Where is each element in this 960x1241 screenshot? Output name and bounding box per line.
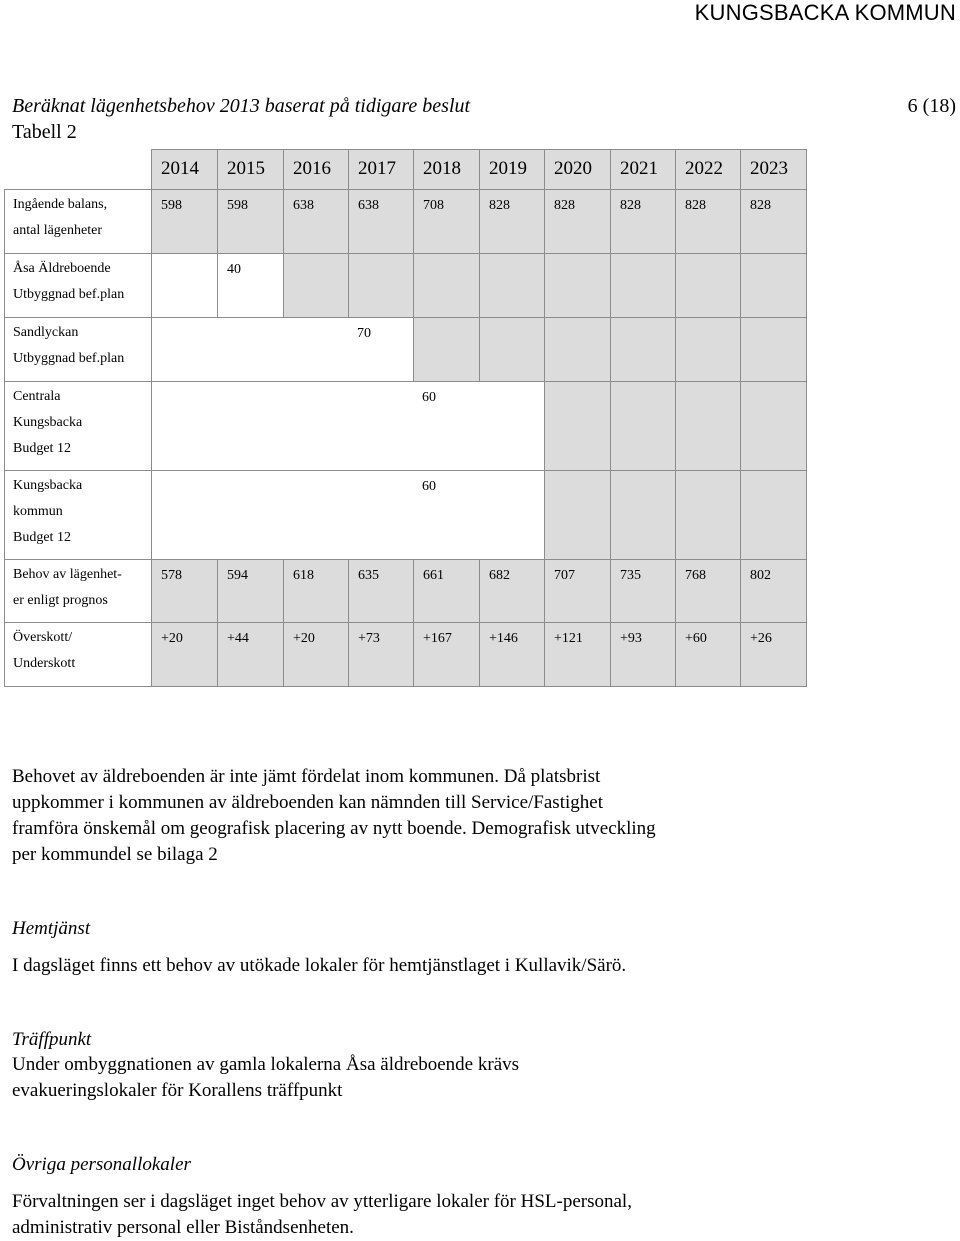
- table-cell: 828: [741, 190, 807, 254]
- year-header: 2018: [414, 150, 480, 190]
- table-row-sandlyckan: [5, 318, 807, 382]
- row-label: Kungsbacka kommun Budget 12: [5, 471, 152, 560]
- table-cell: +20: [284, 623, 349, 687]
- table-cell: [414, 318, 480, 382]
- year-header: 2020: [545, 150, 611, 190]
- traffpunkt-heading: Träffpunkt: [12, 1029, 92, 1050]
- table-row-asa: [5, 254, 807, 318]
- table-cell: +20: [152, 623, 218, 687]
- table-cell: 598: [218, 190, 284, 254]
- row-label: Centrala Kungsbacka Budget 12: [5, 382, 152, 471]
- table-cell: [676, 318, 741, 382]
- year-header: 2022: [676, 150, 741, 190]
- row-label: Sandlyckan Utbyggnad bef.plan: [5, 318, 152, 382]
- empty-header-cell: [5, 150, 152, 190]
- table-cell: [545, 471, 611, 560]
- year-header: 2023: [741, 150, 807, 190]
- table-cell: [741, 382, 807, 471]
- table-label: Tabell 2: [12, 121, 77, 143]
- table-cell: [152, 382, 545, 471]
- distribution-paragraph: Behovet av äldreboenden är inte jämt fördelat inom kommunen. Då platsbrist uppkommer i kommunen av äldreboenden kan nämnden till Service/Fastighet framföra önskemål om geografisk placering av nytt boende. Demografisk utveckling per kommundel se bilaga 2: [12, 766, 656, 865]
- table-cell: [676, 382, 741, 471]
- table-cell: 661: [414, 560, 480, 623]
- table-row-ingaende: [5, 190, 807, 254]
- table-cell: 638: [349, 190, 414, 254]
- table-row-centrala: [5, 382, 807, 471]
- table-cell: 707: [545, 560, 611, 623]
- table-cell: [676, 471, 741, 560]
- ovriga-heading: Övriga personallokaler: [12, 1154, 191, 1175]
- table-cell: [152, 471, 545, 560]
- table-cell: [284, 254, 349, 318]
- housing-need-table: [4, 149, 807, 687]
- table-cell: 735: [611, 560, 676, 623]
- table-cell: 768: [676, 560, 741, 623]
- table-row-overskott: [5, 623, 807, 687]
- document-title: Beräknat lägenhetsbehov 2013 baserat på tidigare beslut: [12, 95, 471, 117]
- year-header: 2021: [611, 150, 676, 190]
- table-cell: 828: [611, 190, 676, 254]
- table-cell: 828: [545, 190, 611, 254]
- ovriga-text: Förvaltningen ser i dagsläget inget behov av ytterligare lokaler för HSL-personal, administrativ personal eller Biståndsenheten.: [12, 1191, 632, 1238]
- page-number: 6 (18): [907, 95, 956, 117]
- table-cell: [152, 254, 218, 318]
- table-cell: [676, 254, 741, 318]
- centrala-value: 60: [422, 390, 436, 405]
- table-cell: 828: [676, 190, 741, 254]
- table-cell: [480, 254, 545, 318]
- table-cell: 682: [480, 560, 545, 623]
- table-cell: 708: [414, 190, 480, 254]
- table-cell: +73: [349, 623, 414, 687]
- table-cell: [545, 318, 611, 382]
- table-cell: +44: [218, 623, 284, 687]
- hemtjanst-text: I dagsläget finns ett behov av utökade lokaler för hemtjänstlaget i Kullavik/Särö.: [12, 955, 627, 976]
- table-cell: 598: [152, 190, 218, 254]
- row-label: Behov av lägenhet- er enligt prognos: [5, 560, 152, 623]
- table-cell: [611, 471, 676, 560]
- table-cell: 594: [218, 560, 284, 623]
- table-cell: [480, 318, 545, 382]
- table-cell: 638: [284, 190, 349, 254]
- traffpunkt-text: Under ombyggnationen av gamla lokalerna Åsa äldreboende krävs evakueringslokaler för Korallens träffpunkt: [12, 1054, 520, 1101]
- table-row-behov: [5, 560, 807, 623]
- table-cell: 618: [284, 560, 349, 623]
- table-cell: [152, 318, 414, 382]
- kommun-value: 60: [422, 479, 436, 494]
- organization-header: KUNGSBACKA KOMMUN: [694, 0, 956, 25]
- table-cell: [741, 318, 807, 382]
- table-cell: +93: [611, 623, 676, 687]
- table-cell: +26: [741, 623, 807, 687]
- table-cell: [611, 382, 676, 471]
- hemtjanst-heading: Hemtjänst: [12, 918, 91, 939]
- table-cell: [611, 254, 676, 318]
- table-cell: +60: [676, 623, 741, 687]
- row-label: Åsa Äldreboende Utbyggnad bef.plan: [5, 254, 152, 318]
- table-cell: +121: [545, 623, 611, 687]
- year-header: 2019: [480, 150, 545, 190]
- table-cell: +146: [480, 623, 545, 687]
- table-cell: [741, 471, 807, 560]
- row-label: Överskott/ Underskott: [5, 623, 152, 687]
- sandlyckan-value: 70: [357, 326, 371, 341]
- table-cell: 635: [349, 560, 414, 623]
- year-header: 2015: [218, 150, 284, 190]
- table-cell: [414, 254, 480, 318]
- table-row-kommun: [5, 471, 807, 560]
- table-cell: [545, 382, 611, 471]
- year-header-row: [5, 150, 807, 190]
- table-cell: +167: [414, 623, 480, 687]
- table-cell: [741, 254, 807, 318]
- table-cell: 802: [741, 560, 807, 623]
- row-label: Ingående balans, antal lägenheter: [5, 190, 152, 254]
- table-cell: 40: [218, 254, 284, 318]
- table-cell: [611, 318, 676, 382]
- table-cell: [349, 254, 414, 318]
- table-cell: [545, 254, 611, 318]
- year-header: 2016: [284, 150, 349, 190]
- table-cell: 828: [480, 190, 545, 254]
- table-cell: 578: [152, 560, 218, 623]
- year-header: 2014: [152, 150, 218, 190]
- year-header: 2017: [349, 150, 414, 190]
